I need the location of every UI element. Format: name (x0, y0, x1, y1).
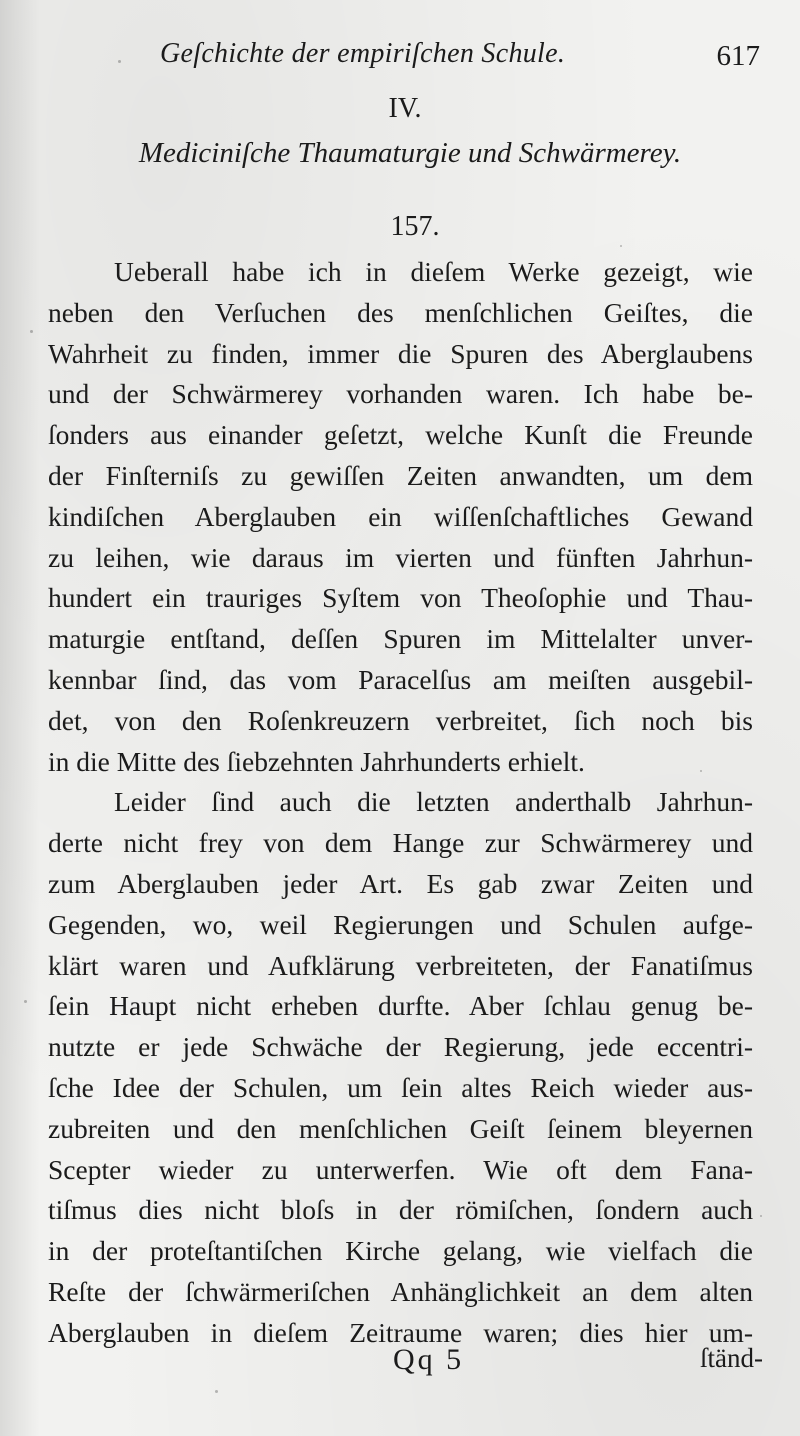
text-line: in die Mitte des ſiebzehnten Jahrhunderts erhielt. (48, 745, 585, 777)
text-line: tiſmus dies nicht bloſs in der römiſchen, ſondern auch (48, 1194, 753, 1226)
text-line: klärt waren und Aufklärung verbreiteten, der Fanatiſmus (48, 949, 753, 981)
text-line: ſonders aus einander geſetzt, welche Kunſt die Freunde (48, 419, 753, 451)
text-line: maturgie entſtand, deſſen Spuren im Mittelalter unver- (48, 623, 753, 655)
paper-speck (700, 770, 702, 772)
text-line: der Finſterniſs zu gewiſſen Zeiten anwandten, um dem (48, 459, 753, 491)
text-line: in der proteſtantiſchen Kirche gelang, wie vielfach die (48, 1235, 753, 1267)
text-line: und der Schwärmerey vorhanden waren. Ich habe be- (48, 378, 753, 410)
text-line: Reſte der ſchwärmeriſchen Anhänglichkeit an dem alten (48, 1275, 753, 1307)
text-line: Aberglauben in dieſem Zeitraume waren; dies hier um- (48, 1316, 753, 1348)
paper-speck (118, 60, 121, 63)
text-line: hundert ein trauriges Syſtem von Theoſophie und Thau- (48, 582, 753, 614)
text-line: neben den Verſuchen des menſchlichen Geiſtes, die (48, 296, 753, 328)
paragraph-number: 157. (390, 211, 440, 242)
running-head: Geſchichte der empiriſchen Schule. (160, 38, 566, 69)
body-text (48, 252, 753, 1354)
section-numeral: IV. (388, 93, 422, 124)
section-title: Mediciniſche Thaumaturgie und Schwärmerey. (138, 137, 682, 169)
text-line: Ueberall habe ich in dieſem Werke gezeigt, wie (114, 256, 753, 287)
paper-speck (30, 330, 33, 333)
catchword: ſtänd- (700, 1343, 763, 1373)
text-line: Gegenden, wo, weil Regierungen und Schulen aufge- (48, 908, 753, 940)
text-line: ſche Idee der Schulen, um ſein altes Reich wieder aus- (48, 1071, 753, 1103)
text-line: ſein Haupt nicht erheben durfte. Aber ſchlau genug be- (48, 990, 753, 1022)
text-line: det, von den Roſenkreuzern verbreitet, ſich noch bis (48, 704, 753, 736)
text-line: zum Aberglauben jeder Art. Es gab zwar Zeiten und (48, 867, 753, 899)
text-line: zu leihen, wie daraus im vierten und fünften Jahrhun- (48, 541, 753, 573)
text-line: kindiſchen Aberglauben ein wiſſenſchaftliches Gewand (48, 500, 753, 532)
text-line: derte nicht frey von dem Hange zur Schwärmerey und (48, 827, 753, 859)
text-line: Leider ſind auch die letzten anderthalb Jahrhun- (114, 786, 753, 818)
paper-speck (760, 1215, 762, 1217)
text-line: Wahrheit zu finden, immer die Spuren des Aberglaubens (48, 337, 753, 369)
paper-speck (620, 245, 622, 247)
page-footer (48, 1343, 763, 1387)
paper-speck (24, 1000, 27, 1003)
text-line: kennbar ſind, das vom Paracelſus am meiſten ausgebil- (48, 663, 753, 695)
text-line: nutzte er jede Schwäche der Regierung, jede eccentri- (48, 1031, 753, 1063)
page-number: 617 (716, 40, 760, 72)
page-header (160, 38, 760, 82)
paper-speck (215, 1390, 218, 1393)
signature-mark: Qq 5 (393, 1343, 465, 1376)
text-line: Scepter wieder zu unterwerfen. Wie oft dem Fana- (48, 1153, 753, 1185)
text-line: zubreiten und den menſchlichen Geiſt ſeinem bleyernen (48, 1112, 753, 1144)
